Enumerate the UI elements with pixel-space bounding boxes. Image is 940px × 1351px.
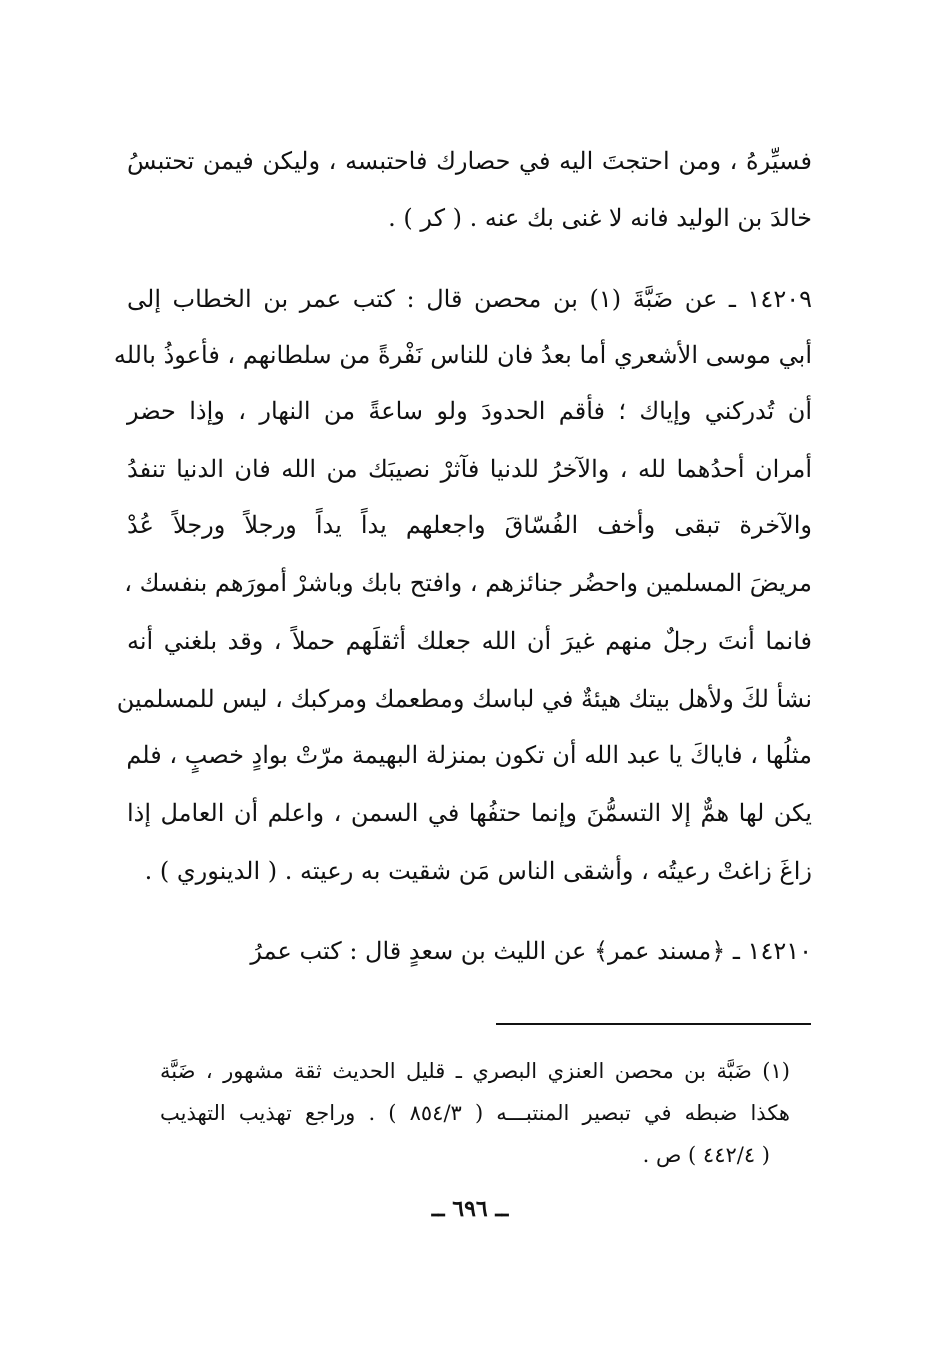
body-line: أن تُدركني وإياك ؛ فأقم الحدودَ ولو ساعةً من النهار ، وإذا حضر (127, 397, 812, 425)
body-line: أبي موسى الأشعري أما بعدُ فان للناس نَفْرةً من سلطانهم ، فأعوذُ بالله (113, 341, 812, 369)
body-line: فانما أنتَ رجلٌ منهم غيرَ أن الله جعلك أثقلَهم حملاً ، وقد بلغني أنه (127, 627, 812, 655)
body-line: والآخرة تبقى وأخف الفُسّاقَ واجعلهم يداً يداً ورجلاً ورجلاً عُدْ (127, 511, 813, 539)
footnote-divider (496, 1023, 811, 1025)
footnote-line: ( ٤٤٢/٤ ) ص . (642, 1143, 770, 1167)
body-line: زاغَ زاغتْ رعيتُه ، وأشقى الناس مَن شقيت به رعيته . ( الدينوري ) . (144, 857, 812, 885)
body-line: مثلُها ، فاياكَ يا عبد الله أن تكون بمنزلة البهيمة مرّتْ بوادٍ خصبٍ ، فلم (126, 741, 812, 769)
body-line: نشأ لكَ ولأهل بيتك هيئةٌ في لباسك ومطعمك ومركبك ، ليس للمسلمين (116, 685, 812, 713)
body-line: فسيِّرهُ ، ومن احتجتَ اليه في حصارك فاحتبسه ، وليكن فيمن تحتبسُ (127, 147, 812, 175)
hadith-14210-heading-line: ١٤٢١٠ ـ ﴿مسند عمر﴾ عن الليث بن سعدٍ قال : كتب عمرُ (250, 937, 812, 965)
footnote-line: هكذا ضبطه في تبصير المنتبـــه ( ٨٥٤/٣ ) . وراجع تهذيب التهذيب (160, 1101, 790, 1125)
footnote-line: (١) ضَبَّة بن محصن العنزي البصري ـ قليل الحديث ثقة مشهور ، ضَبَّة (160, 1059, 790, 1083)
body-line: يكن لها همٌّ إلا التسمُّنَ وإنما حتفُها في السمن ، واعلم أن العامل إذا (127, 799, 812, 827)
body-line: مريضَ المسلمين واحضُر جنائزهم ، وافتح بابك وباشرْ أمورَهم بنفسك ، (124, 569, 812, 597)
hadith-14209-heading-line: ١٤٢٠٩ ـ عن ضَبَّةَ (١) بن محصن قال : كتب عمر بن الخطاب إلى (127, 285, 812, 313)
page-number: ــ ٦٩٦ ــ (431, 1196, 509, 1222)
body-line: أمران أحدُهما لله ، والآخرُ للدنيا فآثرْ نصيبَك من الله فان الدنيا تنفدُ (127, 455, 812, 483)
body-line: خالدَ بن الوليد فانه لا غنى بك عنه . ( كر ) . (388, 204, 812, 232)
